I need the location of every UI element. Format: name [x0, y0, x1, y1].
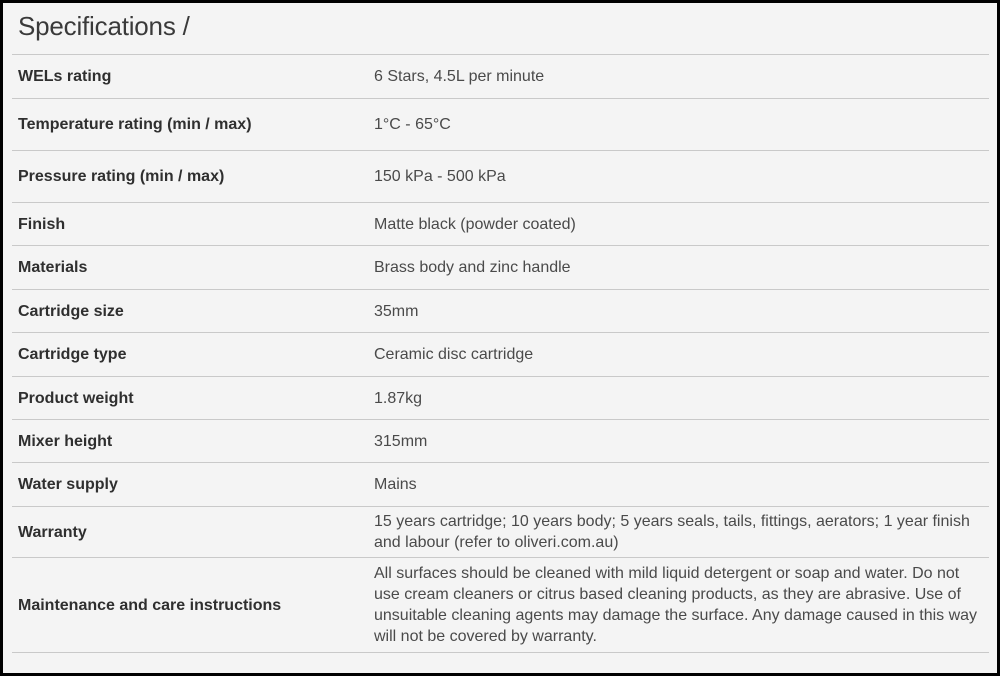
table-row: [12, 558, 989, 653]
table-row: [12, 99, 989, 151]
specifications-panel: [3, 3, 997, 673]
spec-value: 1°C - 65°C: [366, 99, 989, 151]
specifications-table: [12, 54, 989, 653]
spec-label: Warranty: [12, 507, 366, 558]
page-title: Specifications /: [18, 11, 190, 41]
spec-value: 35mm: [366, 290, 989, 333]
table-row: [12, 463, 989, 507]
spec-label: Maintenance and care instructions: [12, 558, 366, 653]
table-row: [12, 203, 989, 246]
spec-label: Water supply: [12, 463, 366, 507]
spec-label: Product weight: [12, 377, 366, 420]
spec-label: Materials: [12, 246, 366, 290]
spec-value: 15 years cartridge; 10 years body; 5 years seals, tails, fittings, aerators; 1 year finish and labour (refer to oliveri.com.au): [366, 507, 989, 558]
spec-value: 150 kPa - 500 kPa: [366, 151, 989, 203]
spec-label: Temperature rating (min / max): [12, 99, 366, 151]
spec-value: Mains: [366, 463, 989, 507]
table-row: [12, 420, 989, 463]
spec-label: WELs rating: [12, 55, 366, 99]
spec-value: 6 Stars, 4.5L per minute: [366, 55, 989, 99]
spec-value: 1.87kg: [366, 377, 989, 420]
spec-label: Cartridge size: [12, 290, 366, 333]
table-row: [12, 507, 989, 558]
table-row: [12, 290, 989, 333]
spec-value: Brass body and zinc handle: [366, 246, 989, 290]
table-row: [12, 55, 989, 99]
table-row: [12, 377, 989, 420]
spec-value: Matte black (powder coated): [366, 203, 989, 246]
table-row: [12, 246, 989, 290]
spec-label: Cartridge type: [12, 333, 366, 377]
spec-value: Ceramic disc cartridge: [366, 333, 989, 377]
spec-value: 315mm: [366, 420, 989, 463]
spec-label: Pressure rating (min / max): [12, 151, 366, 203]
spec-value: All surfaces should be cleaned with mild liquid detergent or soap and water. Do not use cream cleaners or citrus based cleaning products, as they are abrasive. Use of unsuitable cleaning agents may damage the surface. Any damage caused in this way will not be covered by warranty.: [366, 558, 989, 653]
table-row: [12, 151, 989, 203]
spec-label: Finish: [12, 203, 366, 246]
table-row: [12, 333, 989, 377]
spec-label: Mixer height: [12, 420, 366, 463]
